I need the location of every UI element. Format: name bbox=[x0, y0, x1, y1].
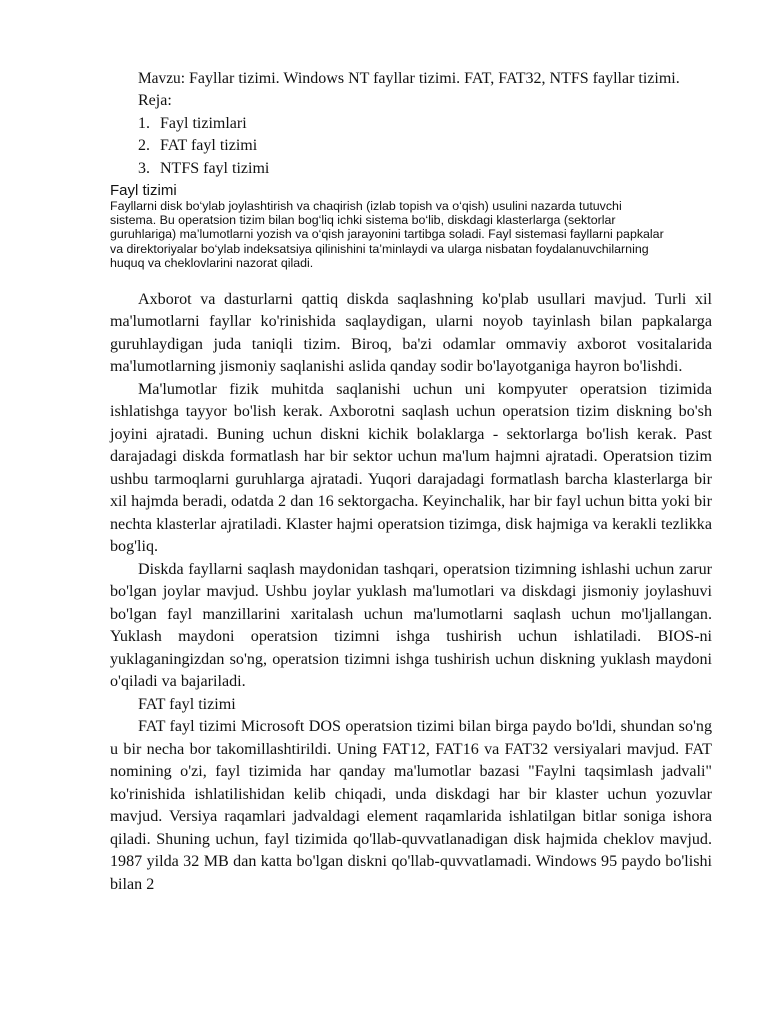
plan-item-number: 3. bbox=[138, 160, 150, 177]
plan-list bbox=[110, 113, 712, 181]
plan-item-text: Fayl tizimlari bbox=[160, 114, 247, 132]
fat-paragraph: FAT fayl tizimi Microsoft DOS operatsion tizimi bilan birga paydo bo'ldi, shundan so'ng u bir necha bor takomillashtirildi. Uning FAT12, FAT16 va FAT32 versiyalari mavjud. FAT nomining o'zi, fayl tizimida har qanday ma'lumotlar bazasi "Faylni taqsimlash jadvali" ko'rinishida ishlatilishidan kelib chiqadi, unda diskdagi har bir klaster uchun yozuvlar mavjud. Versiya raqamlari jadvaldagi element raqamlarida ishlatilgan bitlar soniga ishora qiladi. Shuning uchun, fayl tizimida qo'llab-quvvatlanadigan disk hajmida cheklov mavjud. 1987 yilda 32 MB dan katta bo'lgan diskni qo'llab-quvvatlamadi. Windows 95 paydo bo'lishi bilan 2 bbox=[110, 718, 712, 893]
plan-label: Reja: bbox=[138, 92, 172, 110]
plan-item bbox=[138, 113, 712, 136]
body-paragraph: Diskda fayllarni saqlash maydonidan tashqari, operatsion tizimning ishlashi uchun zarur bo'lgan joylar mavjud. Ushbu joylar yuklash ma'lumotlari va diskdagi jismoniy joylashuvi bo'lgan fayl manzillarini xaritalash uchun ma'lumotlarni saqlash uchun mo'ljallangan. Yuklash maydoni operatsion tizimni ishga tushirish uchun ishlatiladi. BIOS-ni yuklaganingizdan so'ng, operatsion tizimni ishga tushirish uchun diskning yuklash maydoni o'qiladi va bajariladi. bbox=[110, 560, 712, 691]
body-text bbox=[110, 289, 712, 897]
plan-item bbox=[138, 158, 712, 181]
body-paragraph: Axborot va dasturlarni qattiq diskda saqlashning ko'plab usullari mavjud. Turli xil ma'lumotlarni fayllar ko'rinishida saqlaydigan, ularni noyob tayinlash bilan papkalarga guruhlaydigan juda taniqli tizim. Biroq, ba'zi odamlar ommaviy axborot vositalarida ma'lumotlarning jismoniy saqlanishi aslida qanday sodir bo'layotganiga hayron bo'lishdi. bbox=[110, 290, 712, 376]
plan-item-number: 2. bbox=[138, 137, 150, 155]
section-definition: Fayllarni disk bo‘ylab joylashtirish va chaqirish (izlab topish va o‘qish) usulini nazarda tutuvchi sistema. Bu operatsion tizim bilan bog‘liq ichki sistema bo‘lib, diskdagi klasterlarga (sektorlar guruhlariga) ma’lumotlarni yozish va o‘qish jarayonini tartibga soladi. Fayl sistemasi fayllarni papkalar va direktoriyalar bo‘ylab indeksatsiya qilinishini ta’minlaydi va ularga nisbatan foydalanuvchilarning huquq va cheklovlarini nazorat qiladi. bbox=[110, 198, 664, 271]
topic-text: Fayllar tizimi. Windows NT fayllar tizimi. FAT, FAT32, NTFS fayllar tizimi. bbox=[189, 70, 680, 87]
section-heading: Fayl tizimi bbox=[110, 181, 177, 199]
body-paragraph: Ma'lumotlar fizik muhitda saqlanishi uchun uni kompyuter operatsion tizimida ishlatishga tayyor bo'lish kerak. Axborotni saqlash uchun operatsion tizim diskning bo'sh joyini ajratadi. Buning uchun diskni kichik bolaklarga - sektorlarga bo'lish kerak. Past darajadagi diskda formatlash har bir sektor uchun ma'lum hajmni ajratadi. Operatsion tizim ushbu tarmoqlarni guruhlarga ajratadi. Yuqori darajadagi formatlash barcha klasterlarga bir xil hajmda beradi, odatda 2 dan 16 sektorgacha. Keyinchalik, har bir fayl uchun bitta yoki bir nechta klasterlar ajratiladi. Klaster hajmi operatsion tizimga, disk hajmiga va kerakli tezlikka bog'liq. bbox=[110, 380, 712, 556]
plan-item-text: FAT fayl tizimi bbox=[160, 137, 258, 155]
plan-item-text: NTFS fayl tizimi bbox=[160, 160, 270, 177]
topic-line bbox=[110, 68, 712, 90]
topic-label: Mavzu: bbox=[138, 70, 186, 87]
fat-subheading: FAT fayl tizimi bbox=[138, 695, 236, 713]
plan-item-number: 1. bbox=[138, 114, 150, 132]
document-page bbox=[110, 68, 712, 896]
plan-item bbox=[138, 135, 712, 158]
